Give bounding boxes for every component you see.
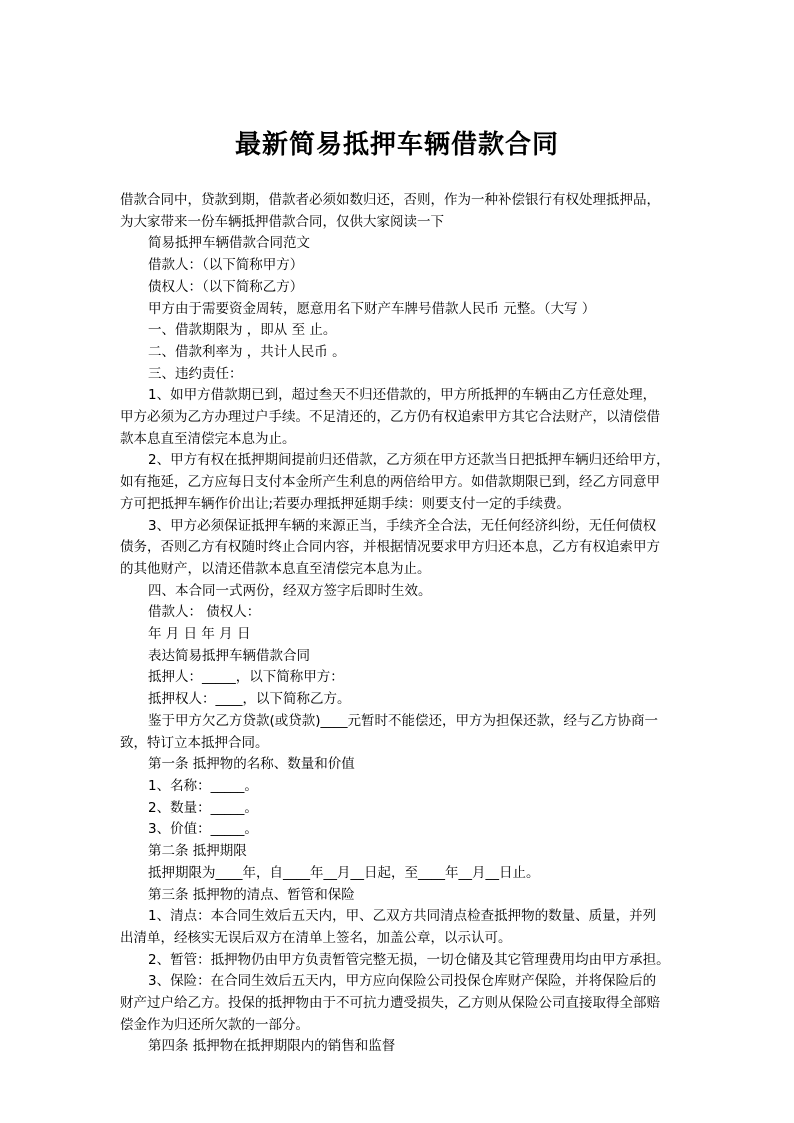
paragraph-line: 2、数量：_____。: [148, 799, 258, 816]
paragraph-line: 借款合同中，贷款到期，借款者必须如数归还，否则，作为一种补偿银行有权处理抵押品，: [120, 192, 660, 208]
paragraph-line: 年 月 日 年 月 日: [148, 626, 251, 643]
paragraph-line: 第四条 抵押物在抵押期限内的销售和监督: [148, 1038, 396, 1055]
paragraph-line: 借款人： 债权人：: [148, 604, 261, 621]
paragraph-line: 二、借款利率为 ，共计人民币 。: [148, 343, 346, 360]
paragraph-line: 抵押期限为____年，自____年__月__日起，至____年__月__日止。: [148, 864, 540, 881]
paragraph-line: 财产过户给乙方。投保的抵押物由于不可抗力遭受损失，乙方则从保险公司直接取得全部赔: [120, 995, 660, 1012]
paragraph-line: 借款人：（以下简称甲方）: [148, 257, 304, 274]
paragraph-line: 第三条 抵押物的清点、暂管和保险: [148, 886, 355, 903]
paragraph-line: 三、违约责任：: [148, 365, 243, 382]
paragraph-line: 第二条 抵押期限: [148, 843, 247, 860]
paragraph-line: 款本息直至清偿完本息为止。: [120, 430, 296, 447]
paragraph-line: 甲方必须为乙方办理过户手续。不足清还的，乙方仍有权追索甲方其它合法财产，以清偿借: [120, 409, 660, 426]
paragraph-line: 抵押权人：____，以下简称乙方。: [148, 691, 351, 708]
paragraph-line: 2、暂管：抵押物仍由甲方负责暂管完整无损，一切仓储及其它管理费用均由甲方承担。: [148, 951, 670, 968]
document-body: [120, 190, 680, 1058]
paragraph-line: 出清单，经核实无误后双方在清单上签名，加盖公章，以示认可。: [120, 929, 512, 946]
paragraph-line: 方可把抵押车辆作价出让;若要办理抵押延期手续：则要支付一定的手续费。: [120, 495, 571, 512]
paragraph-line: 1、清点：本合同生效后五天内，甲、乙双方共同清点检查抵押物的数量、质量，并列: [148, 908, 657, 925]
document-title: 最新简易抵押车辆借款合同: [234, 130, 559, 160]
paragraph-line: 第一条 抵押物的名称、数量和价值: [148, 756, 355, 773]
paragraph-line: 甲方由于需要资金周转，愿意用名下财产车牌号借款人民币 元整。（大写 ）: [148, 300, 596, 317]
paragraph-line: 3、保险：在合同生效后五天内，甲方应向保险公司投保仓库财产保险，并将保险后的: [148, 973, 657, 990]
paragraph-line: 偿金作为归还所欠款的一部分。: [120, 1016, 309, 1033]
paragraph-line: 3、价值：_____。: [148, 821, 258, 838]
paragraph-line: 的其他财产，以清还借款本息直至清偿完本息为止。: [120, 560, 431, 577]
paragraph-line: 债务，否则乙方有权随时终止合同内容，并根据情况要求甲方归还本息，乙方有权追索甲方: [120, 539, 660, 556]
paragraph-line: 一、借款期限为 ，即从 至 止。: [148, 322, 337, 339]
paragraph-line: 如有拖延，乙方应每日支付本金所产生利息的两倍给甲方。如借款期限已到，经乙方同意甲: [120, 474, 660, 491]
paragraph-line: 1、如甲方借款期已到，超过叁天不归还借款的，甲方所抵押的车辆由乙方任意处理，: [148, 387, 657, 404]
paragraph-line: 2、甲方有权在抵押期间提前归还借款，乙方须在甲方还款当日把抵押车辆归还给甲方，: [148, 452, 670, 469]
paragraph-line: 3、甲方必须保证抵押车辆的来源正当，手续齐全合法，无任何经济纠纷，无任何债权: [148, 517, 657, 534]
paragraph-line: 致，特订立本抵押合同。: [120, 734, 269, 751]
paragraph-line: 为大家带来一份车辆抵押借款合同，仅供大家阅读一下: [120, 213, 444, 230]
paragraph-line: 1、名称：_____。: [148, 777, 258, 794]
paragraph-line: 债权人：（以下简称乙方）: [148, 278, 304, 295]
paragraph-line: 抵押人：_____，以下简称甲方：: [148, 669, 344, 686]
paragraph-line: 鉴于甲方欠乙方贷款(或贷款)____元暂时不能偿还，甲方为担保还款，经与乙方协商一: [148, 712, 659, 729]
paragraph-line: 四、本合同一式两份，经双方签字后即时生效。: [148, 582, 432, 599]
paragraph-line: 表达简易抵押车辆借款合同: [148, 647, 310, 664]
paragraph-line: 简易抵押车辆借款合同范文: [148, 235, 310, 252]
